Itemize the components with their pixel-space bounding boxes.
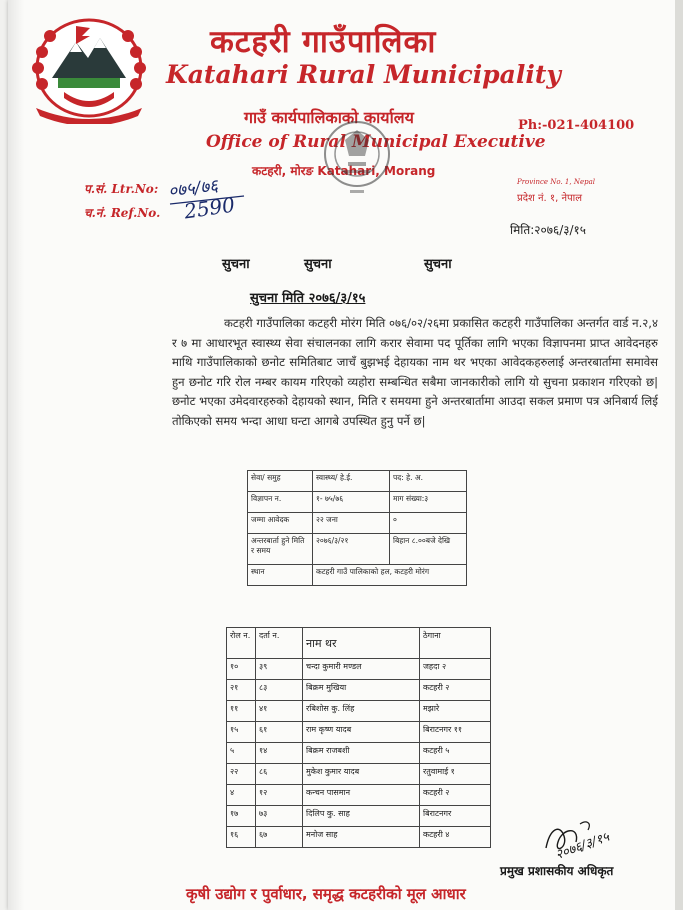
table-cell: २२ bbox=[227, 764, 256, 785]
table-row bbox=[227, 806, 491, 827]
table-cell: कटहरी २ bbox=[420, 785, 491, 806]
table-cell: १६ bbox=[227, 827, 256, 848]
table-cell: बिराटनगर ११ bbox=[420, 722, 491, 743]
table-cell: ८३ bbox=[256, 680, 303, 701]
table-cell: बिहान ८.००बजे देखि bbox=[390, 534, 467, 565]
nepal-emblem-icon bbox=[28, 12, 150, 124]
table-row bbox=[227, 659, 491, 680]
table-cell: ६१ bbox=[256, 722, 303, 743]
table-row bbox=[248, 513, 467, 534]
notice-body: कटहरी गाउँपालिका कटहरी मोरंग मिति ०७६/०२/२६मा प्रकासित कटहरी गाउँपालिका अन्तर्गत वार्ड न.२,४ र ७ मा आधारभूत स्वास्थ्य सेवा संचालनका लागि करार सेवामा पद पूर्तिका लागि भएका विज्ञापनमा प्राप्त आवेदनहरु माथि गाउँपालिकाको छनोट समितिबाट जाचँ बुझभई देहायका नाम थर भएका आवेदकहरुलाई अन्तरबार्तामा समावेस हुन छनोट गरि रोल नम्बर कायम गरिएको व्यहोरा सम्बन्धित सबैमा जानकारीको लागि यो सुचना प्रकाशन गरिएको छ| छनोट भएका उमेदवारहरुको देहायको स्थान, मिति र समयमा हुने अन्तरबार्तामा आउदा सकल प्रमाण पत्र अनिबार्य लिई तोकिएको समय भन्दा आधा घन्टा आगबे उपस्थित हुनु पर्ने छ| bbox=[172, 316, 658, 428]
footer-slogan: कृषी उद्योग र पुर्वाधार, समृद्ध कटहरीको मूल आधार bbox=[186, 885, 466, 903]
table-cell: स्वास्थ्य/ हे.ई. bbox=[313, 471, 390, 492]
signature-underline bbox=[168, 194, 248, 208]
ref-number-value: 2590 bbox=[182, 192, 237, 224]
table-cell: ० bbox=[390, 513, 467, 534]
table-cell: बिराटनगर bbox=[420, 806, 491, 827]
table-row bbox=[248, 534, 467, 565]
table-cell: बिक्रम राजबशी bbox=[303, 743, 420, 764]
signatory-title: प्रमुख प्रशासकीय अधिकृत bbox=[500, 864, 614, 878]
table-cell: पद: हे. अ. bbox=[390, 471, 467, 492]
province-np: प्रदेश नं. १, नेपाल bbox=[517, 193, 583, 204]
table-cell: मनोज साह bbox=[303, 827, 420, 848]
table-cell: कटहरी ४ bbox=[420, 827, 491, 848]
table-cell: २०७६/३/२१ bbox=[313, 534, 390, 565]
notice-date-heading: सुचना मिति २०७६/३/१५ bbox=[250, 291, 366, 306]
table-cell: मुकेश कुमार यादब bbox=[303, 764, 420, 785]
official-stamp-icon bbox=[320, 110, 394, 206]
table-cell: २२ जना bbox=[313, 513, 390, 534]
table-row bbox=[248, 565, 467, 586]
table-cell: कटहरी ५ bbox=[420, 743, 491, 764]
table-row bbox=[227, 764, 491, 785]
letter-number-value: ०७५/७६ bbox=[167, 176, 220, 202]
table-cell: रबिशोस कु. लिंह bbox=[303, 701, 420, 722]
table-cell: दिलिप कु. साह bbox=[303, 806, 420, 827]
table-cell: जम्मा आवेदक bbox=[248, 513, 313, 534]
table-cell: सेवा/ समुह bbox=[248, 471, 313, 492]
candidates-table bbox=[226, 627, 491, 848]
table-row bbox=[227, 743, 491, 764]
table-cell: जहदा २ bbox=[420, 659, 491, 680]
letter-number-label: प.सं. Ltr.No: bbox=[84, 182, 159, 196]
notice-heading-3: सुचना bbox=[424, 257, 452, 272]
table-cell: राम कृष्ण यादब bbox=[303, 722, 420, 743]
table-cell: स्थान bbox=[248, 565, 313, 586]
table-cell: १- ७५/७६ bbox=[313, 492, 390, 513]
table-row bbox=[227, 680, 491, 701]
table-row bbox=[227, 722, 491, 743]
table-cell: ८६ bbox=[256, 764, 303, 785]
table-header: दर्ता न. bbox=[256, 628, 303, 659]
interview-info-table bbox=[247, 470, 467, 586]
table-cell: २१ bbox=[227, 680, 256, 701]
office-title-en: Office of Rural Municipal Executive bbox=[206, 132, 546, 152]
table-cell: मझारे bbox=[420, 701, 491, 722]
table-cell: रतुवामाई १ bbox=[420, 764, 491, 785]
table-cell: १२ bbox=[256, 785, 303, 806]
table-row bbox=[248, 492, 467, 513]
table-cell: १४ bbox=[256, 743, 303, 764]
table-cell: १७ bbox=[227, 806, 256, 827]
table-cell: ६७ bbox=[256, 827, 303, 848]
page-edge bbox=[675, 0, 683, 910]
table-cell: १५ bbox=[227, 722, 256, 743]
table-header-row bbox=[227, 628, 491, 659]
table-cell: अन्तरबार्ता हुने मिति र समय bbox=[248, 534, 313, 565]
letter-date: मिति:२०७६/३/१५ bbox=[510, 223, 587, 237]
municipality-title-np: कटहरी गाउँपालिका bbox=[210, 24, 437, 60]
table-cell: कटहरी गाउँ पालिकाको हल, कटहरी मोरंग bbox=[313, 565, 467, 586]
province-en: Province No. 1, Nepal bbox=[517, 178, 595, 186]
table-cell: ११ bbox=[227, 701, 256, 722]
table-cell: चन्दा कुमारी मण्डल bbox=[303, 659, 420, 680]
table-row bbox=[227, 785, 491, 806]
ref-number-label: च.नं. Ref.No. bbox=[84, 206, 161, 220]
table-row bbox=[227, 701, 491, 722]
office-title-np: गाउँ कार्यपालिकाको कार्यालय bbox=[244, 108, 414, 127]
notice-heading-2: सुचना bbox=[304, 257, 332, 272]
table-row bbox=[248, 471, 467, 492]
table-header: ठेगाना bbox=[420, 628, 491, 659]
table-cell: ५ bbox=[227, 743, 256, 764]
table-header: नाम थर bbox=[303, 628, 420, 659]
table-cell: कटहरी २ bbox=[420, 680, 491, 701]
table-cell: ४ bbox=[227, 785, 256, 806]
table-cell: विज्ञापन न. bbox=[248, 492, 313, 513]
table-cell: ४१ bbox=[256, 701, 303, 722]
notice-heading-1: सुचना bbox=[222, 257, 250, 272]
municipality-title-en: Katahari Rural Municipality bbox=[166, 60, 561, 89]
table-cell: १० bbox=[227, 659, 256, 680]
signature-date: २०७६/३/१५ bbox=[553, 829, 612, 864]
table-cell: ३९ bbox=[256, 659, 303, 680]
table-row bbox=[227, 827, 491, 848]
table-cell: ७३ bbox=[256, 806, 303, 827]
table-cell: माग संख्या:३ bbox=[390, 492, 467, 513]
table-header: रोल न. bbox=[227, 628, 256, 659]
address: कटहरी, मोरङ Katahari, Morang bbox=[252, 164, 436, 178]
page-shadow bbox=[8, 0, 24, 910]
phone-number: Ph:-021-404100 bbox=[518, 118, 635, 133]
table-cell: बिक्रम मुखिया bbox=[303, 680, 420, 701]
table-cell: कन्चन पासमान bbox=[303, 785, 420, 806]
